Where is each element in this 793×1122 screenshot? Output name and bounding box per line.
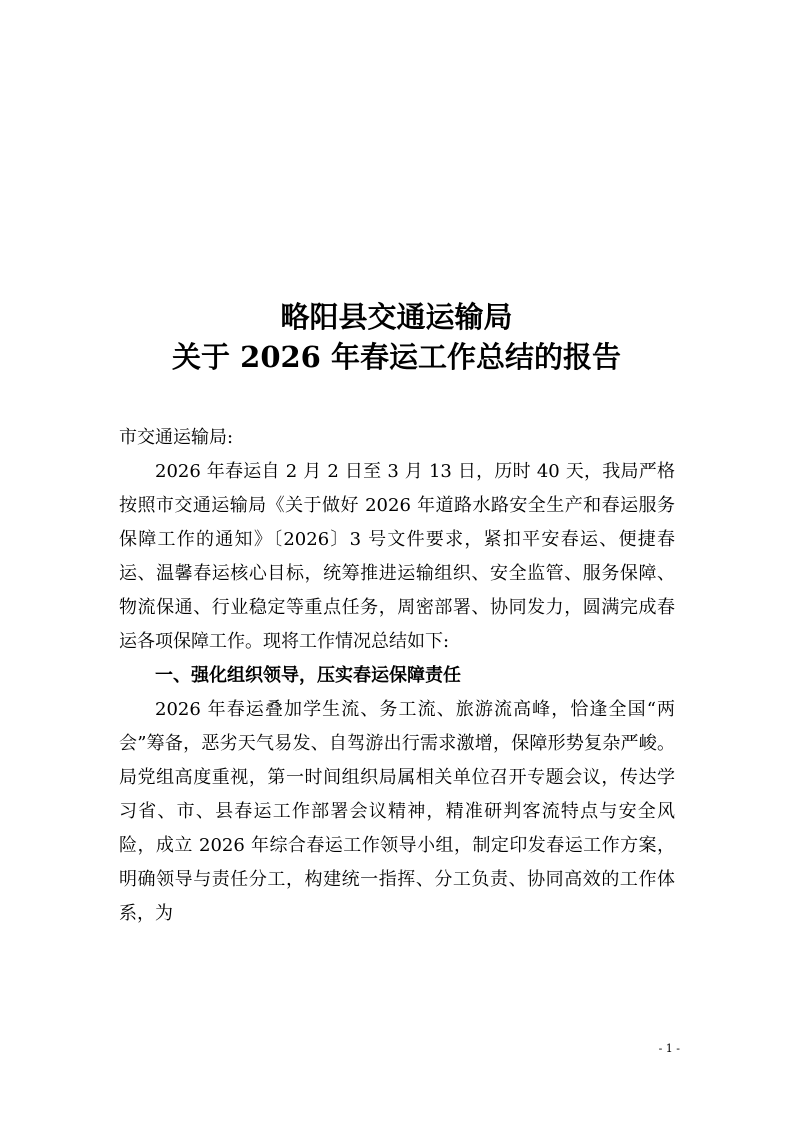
- page-number: - 1 -: [658, 1042, 680, 1055]
- document-body: [119, 421, 675, 931]
- document-title-line-2: 关于 2026 年春运工作总结的报告: [172, 340, 621, 374]
- salutation: 市交通运输局:: [119, 427, 234, 448]
- document-title-line-1: 略阳县交通运输局: [280, 300, 513, 334]
- section-1-heading: 一、强化组织领导，压实春运保障责任: [155, 665, 461, 686]
- section-1-paragraph: 2026 年春运叠加学生流、务工流、旅游流高峰，恰逢全国“两会”筹备，恶劣天气易发、自驾游出行需求激增，保障形势复杂严峻。局党组高度重视，第一时间组织局属相关单位召开专题会议，传达学习省、市、县春运工作部署会议精神，精准研判客流特点与安全风险，成立 2026 年综合春运工作领导小组，制定印发春运工作方案，明确领导与责任分工，构建统一指挥、分工负责、协同高效的工作体系，为: [119, 699, 675, 924]
- intro-paragraph: 2026 年春运自 2 月 2 日至 3 月 13 日，历时 40 天，我局严格按照市交通运输局《关于做好 2026 年道路水路安全生产和春运服务保障工作的通知》〔2026〕3 号文件要求，紧扣平安春运、便捷春运、温馨春运核心目标，统筹推进运输组织、安全监管、服务保障、物流保通、行业稳定等重点任务，周密部署、协同发力，圆满完成春运各项保障工作。现将工作情况总结如下:: [119, 461, 675, 652]
